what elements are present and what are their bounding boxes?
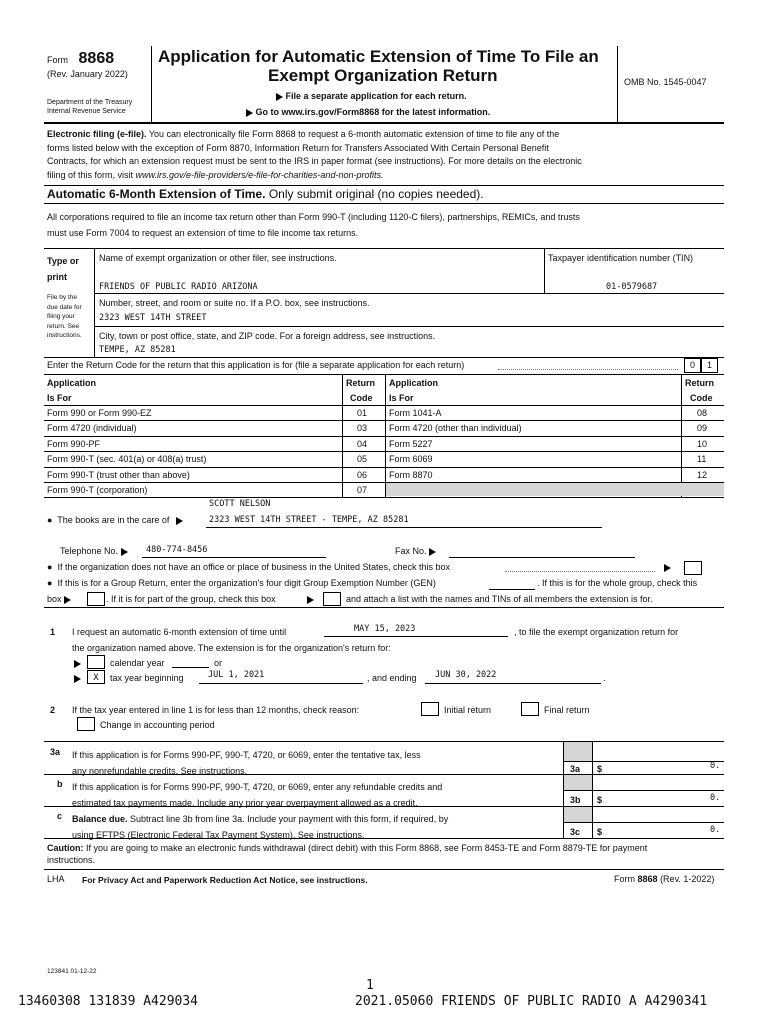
books-address[interactable]: 2323 WEST 14TH STREET - TEMPE, AZ 85281 <box>209 515 409 525</box>
arrow-icon <box>176 517 183 525</box>
arrow-icon <box>121 548 128 556</box>
left-stamp: 13460308 131839 A429034 <box>18 994 199 1009</box>
return-code-digit-2[interactable]: 1 <box>701 358 718 373</box>
table-row: Form 990 or Form 990-EZ <box>47 408 152 418</box>
org-name-value[interactable]: FRIENDS OF PUBLIC RADIO ARIZONA <box>99 282 258 292</box>
line-3a-text: If this application is for Forms 990-PF, 990-T, 4720, or 6069, enter the tentative tax, less any nonrefundable credits. See instructions. <box>72 750 421 776</box>
group-part-text: . If it is for part of the group, check this box <box>106 594 276 604</box>
period-mark: . <box>603 673 606 683</box>
table-row-code: 09 <box>697 423 708 433</box>
col-header-return: Return <box>346 378 375 388</box>
group-whole-text: . If this is for the whole group, check this <box>537 578 698 588</box>
table-row-code: 04 <box>357 439 368 449</box>
line-3a-value[interactable]: 0. <box>710 761 721 771</box>
tin-label: Taxpayer identification number (TIN) <box>548 253 694 263</box>
col-header-is-for: Is For <box>47 393 72 403</box>
table-row: Form 1041-A <box>389 408 442 418</box>
instruction-separate: File a separate application for each return. <box>276 91 467 101</box>
initial-return-label: Initial return <box>444 705 492 715</box>
col-header-code: Code <box>350 393 373 403</box>
line-1-number: 1 <box>50 627 56 637</box>
table-row: Form 4720 (other than individual) <box>389 423 522 433</box>
caution-text: Caution: If you are going to make an electronic funds withdrawal (direct debit) with this Form 8868, see Form 8453-TE and Form 8879-TE for payment instructions. <box>47 843 648 865</box>
lha-label: LHA <box>47 874 65 884</box>
arrow-icon <box>74 660 81 668</box>
table-row-code: 03 <box>357 423 368 433</box>
line-3a-dollar: $ <box>597 764 603 774</box>
right-stamp: 2021.05060 FRIENDS OF PUBLIC RADIO A A4290341 <box>355 994 708 1009</box>
address-value[interactable]: 2323 WEST 14TH STREET <box>99 313 207 323</box>
form-title-line1: Application for Automatic Extension of Time To File an <box>158 47 599 66</box>
part-group-checkbox[interactable] <box>323 592 341 606</box>
form-label: Form 8868 <box>47 50 115 67</box>
col-header-return-right: Return <box>685 378 714 388</box>
ending-label: , and ending <box>367 673 417 683</box>
x-mark: X <box>93 673 99 683</box>
line-3c-box: 3c <box>570 827 581 837</box>
group-box-label: box <box>47 594 71 604</box>
auto-extension-heading: Automatic 6-Month Extension of Time. Only submit original (no copies needed). <box>47 187 484 201</box>
group-return-text: ● If this is for a Group Return, enter the organization's four digit Group Exemption Number (GEN) <box>47 578 436 588</box>
table-row: Form 8870 <box>389 470 433 480</box>
accounting-change-checkbox[interactable] <box>77 717 95 731</box>
table-row-code: 01 <box>357 408 368 418</box>
instruction-website: Go to www.irs.gov/Form8868 for the latest information. <box>246 107 490 117</box>
bullet-icon: ● <box>47 578 53 588</box>
table-row-code: 11 <box>697 454 707 464</box>
table-row-code: 06 <box>357 470 368 480</box>
line-3a-box: 3a <box>570 764 581 774</box>
line-3b-box: 3b <box>570 795 581 805</box>
table-row: Form 5227 <box>389 439 433 449</box>
line-2-number: 2 <box>50 705 56 715</box>
table-row-code: 12 <box>697 470 708 480</box>
line-3b-text: If this application is for Forms 990-PF, 990-T, 4720, or 6069, enter any refundable credits and estimated tax payments made. Include any prior year overpayment allowed as a credit. <box>72 782 443 808</box>
line-3c-dollar: $ <box>597 827 603 837</box>
form-title-line2: Exempt Organization Return <box>268 66 498 85</box>
col-header-code-right: Code <box>690 393 713 403</box>
col-header-application: Application <box>47 378 96 388</box>
tax-year-end[interactable]: JUN 30, 2022 <box>435 670 497 680</box>
table-row-code: 08 <box>697 408 708 418</box>
fax-label: Fax No. <box>395 546 436 556</box>
table-row-code: 10 <box>697 439 708 449</box>
table-row: Form 990-T (sec. 401(a) or 408(a) trust) <box>47 454 207 464</box>
auto-extension-text: All corporations required to file an income tax return other than Form 990-T (including 1120-C filers), partnerships, REMICs, and trusts must use Form 7004 to request an extension of time to file income tax returns. <box>47 212 580 238</box>
table-row: Form 4720 (individual) <box>47 423 137 433</box>
whole-group-checkbox[interactable] <box>87 592 105 606</box>
return-code-prompt: Enter the Return Code for the return that this application is for (file a separate application for each return) <box>47 360 465 370</box>
city-value[interactable]: TEMPE, AZ 85281 <box>99 345 176 355</box>
line-1-text: I request an automatic 6-month extension of time until <box>72 627 287 637</box>
tax-year-begin[interactable]: JUL 1, 2021 <box>208 670 265 680</box>
bullet-icon: ● <box>47 515 53 525</box>
line-1-text-3: the organization named above. The extension is for the organization's return for: <box>72 643 391 653</box>
table-row: Form 6069 <box>389 454 433 464</box>
line-2-text: If the tax year entered in line 1 is for less than 12 months, check reason: <box>72 705 360 715</box>
calendar-year-label: calendar year <box>110 658 165 668</box>
table-row-code: 07 <box>357 485 368 495</box>
line-3c-value[interactable]: 0. <box>710 825 721 835</box>
extension-date[interactable]: MAY 15, 2023 <box>354 624 416 634</box>
department: Department of the Treasury <box>47 99 133 106</box>
final-return-checkbox[interactable] <box>521 702 539 716</box>
arrow-icon <box>664 564 671 572</box>
irs-name: Internal Revenue Service <box>47 108 126 115</box>
col-header-is-for-right: Is For <box>389 393 414 403</box>
form-number: 8868 <box>78 50 115 67</box>
telephone-label: Telephone No. <box>60 546 128 556</box>
calendar-year-checkbox[interactable] <box>87 655 105 669</box>
no-office-checkbox[interactable] <box>684 561 702 575</box>
initial-return-checkbox[interactable] <box>421 702 439 716</box>
tax-year-checkbox[interactable] <box>87 670 105 684</box>
form-reference: Form 8868 (Rev. 1-2022) <box>614 874 715 884</box>
line-3b-number: b <box>57 779 63 789</box>
privacy-notice: For Privacy Act and Paperwork Reduction Act Notice, see instructions. <box>82 875 368 885</box>
arrow-icon <box>276 93 283 101</box>
tax-year-label: tax year beginning <box>110 673 184 683</box>
final-return-label: Final return <box>544 705 590 715</box>
table-row: Form 990-T (trust other than above) <box>47 470 190 480</box>
table-row: Form 990-PF <box>47 439 101 449</box>
line-3c-text: Balance due. Subtract line 3b from line 3a. Include your payment with this form, if required, by using EFTPS (Electronic Federal Tax Payment System). See instructions. <box>72 814 449 840</box>
tin-value[interactable]: 01-0579687 <box>606 282 658 292</box>
omb-number: OMB No. 1545-0047 <box>624 77 707 87</box>
line-3b-dollar: $ <box>597 795 603 805</box>
table-row-code: 05 <box>357 454 368 464</box>
file-by-note: File by the due date for filing your return. See instructions. <box>47 294 82 339</box>
table-row: Form 990-T (corporation) <box>47 485 148 495</box>
col-header-application-right: Application <box>389 378 438 388</box>
city-label: City, town or post office, state, and ZIP code. For a foreign address, see instructions. <box>99 331 436 341</box>
line-3a-number: 3a <box>50 747 61 757</box>
arrow-icon <box>74 675 81 683</box>
books-care-label: ● The books are in the care of <box>47 515 183 525</box>
accounting-change-label: Change in accounting period <box>100 720 215 730</box>
line-3b-value[interactable]: 0. <box>710 793 721 803</box>
page-number: 1 <box>366 978 374 993</box>
group-attach-text: and attach a list with the names and TINs of all members the extension is for. <box>346 594 653 604</box>
org-name-label: Name of exempt organization or other filer, see instructions. <box>99 253 337 263</box>
address-label: Number, street, and room or suite no. If a P.O. box, see instructions. <box>99 298 370 308</box>
arrow-icon <box>307 596 314 604</box>
or-label: or <box>214 658 223 668</box>
arrow-icon <box>246 109 253 117</box>
efile-paragraph: Electronic filing (e-file). You can electronically file Form 8868 to request a 6-month automatic extension of time to file any of the forms listed below with the exception of Form 8870, Information Return for Transfers Associated With Certain Personal Benefit Contracts, for which an extension request must be sent to the IRS in paper format (see instructions). For more details on the electronic filing of this form, visit www.irs.gov/e-file-providers/e-file-for-charities-and-non-profits. <box>47 129 582 180</box>
telephone-value[interactable]: 480-774-8456 <box>146 545 208 555</box>
return-code-digit-1[interactable]: 0 <box>684 358 701 373</box>
line-1-text-2: , to file the exempt organization return for <box>514 627 679 637</box>
bullet-icon: ● <box>47 562 53 572</box>
efile-link[interactable]: www.irs.gov/e-file-providers/e-file-for-charities-and-non-profits. <box>135 169 384 180</box>
no-office-text: ● If the organization does not have an office or place of business in the United States, check this box <box>47 562 451 572</box>
books-care-name[interactable]: SCOTT NELSON <box>209 499 271 509</box>
type-or-print: Type or print <box>47 256 79 282</box>
arrow-icon <box>64 596 71 604</box>
line-3c-number: c <box>57 811 63 821</box>
form-code: 123841 01-12-22 <box>47 968 97 975</box>
revision-date: (Rev. January 2022) <box>47 69 128 79</box>
arrow-icon <box>429 548 436 556</box>
